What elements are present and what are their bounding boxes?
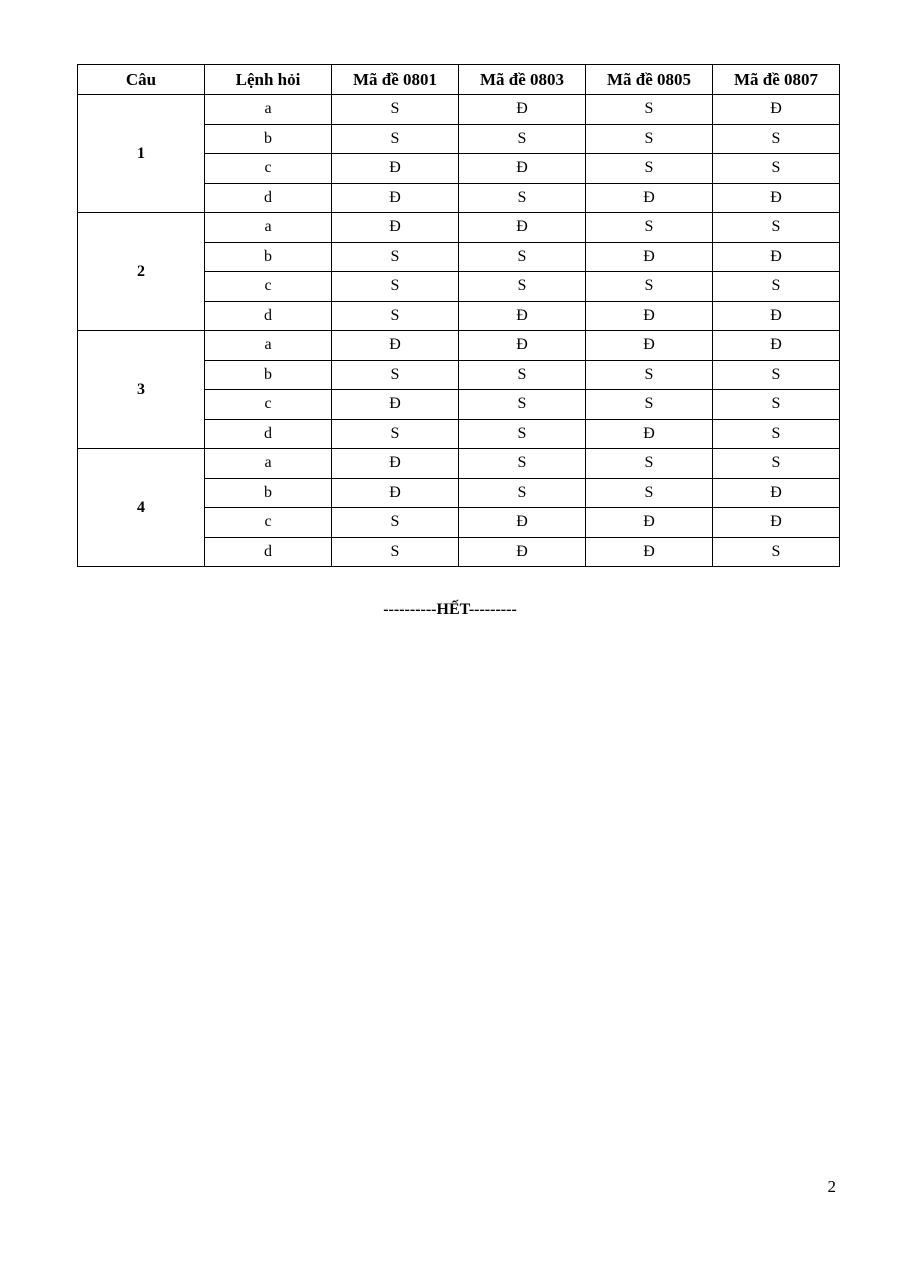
lenh-hoi-cell: c [205, 272, 332, 302]
answer-cell: Đ [459, 95, 586, 125]
lenh-hoi-cell: a [205, 449, 332, 479]
answer-cell: Đ [713, 183, 840, 213]
table-row [78, 95, 840, 125]
answer-cell: Đ [713, 242, 840, 272]
answer-cell: Đ [459, 331, 586, 361]
answer-cell: Đ [586, 419, 713, 449]
answer-cell: Đ [713, 95, 840, 125]
answer-cell: Đ [459, 537, 586, 567]
answer-cell: S [586, 154, 713, 184]
answer-cell: S [332, 301, 459, 331]
answer-cell: S [586, 360, 713, 390]
lenh-hoi-cell: a [205, 331, 332, 361]
header-lenh-hoi: Lệnh hỏi [205, 65, 332, 95]
answer-cell: S [586, 213, 713, 243]
cau-number-cell: 2 [78, 213, 205, 331]
answer-cell: S [713, 360, 840, 390]
answer-cell: S [713, 419, 840, 449]
answer-cell: S [713, 124, 840, 154]
header-ma-de-0807: Mã đề 0807 [713, 65, 840, 95]
answer-cell: Đ [459, 508, 586, 538]
cau-number-cell: 4 [78, 449, 205, 567]
end-marker: ----------HẾT--------- [383, 601, 517, 618]
lenh-hoi-cell: b [205, 360, 332, 390]
answer-cell: Đ [586, 537, 713, 567]
answer-cell: Đ [586, 183, 713, 213]
table-row [78, 331, 840, 361]
lenh-hoi-cell: d [205, 183, 332, 213]
answer-cell: Đ [713, 478, 840, 508]
answer-cell: Đ [713, 301, 840, 331]
answer-cell: Đ [586, 242, 713, 272]
answer-cell: S [459, 360, 586, 390]
header-ma-de-0805: Mã đề 0805 [586, 65, 713, 95]
answer-cell: S [713, 213, 840, 243]
lenh-hoi-cell: b [205, 478, 332, 508]
table-body [78, 95, 840, 567]
answer-cell: S [459, 419, 586, 449]
answer-cell: S [713, 390, 840, 420]
answer-cell: Đ [332, 331, 459, 361]
answer-cell: Đ [332, 154, 459, 184]
lenh-hoi-cell: c [205, 390, 332, 420]
lenh-hoi-cell: b [205, 124, 332, 154]
cau-number-cell: 3 [78, 331, 205, 449]
lenh-hoi-cell: d [205, 301, 332, 331]
answer-cell: S [586, 390, 713, 420]
answer-cell: S [332, 242, 459, 272]
answer-cell: S [332, 508, 459, 538]
lenh-hoi-cell: a [205, 95, 332, 125]
answer-cell: S [586, 272, 713, 302]
answer-cell: S [332, 419, 459, 449]
answer-cell: Đ [459, 301, 586, 331]
answer-cell: Đ [586, 508, 713, 538]
lenh-hoi-cell: d [205, 537, 332, 567]
header-ma-de-0801: Mã đề 0801 [332, 65, 459, 95]
lenh-hoi-cell: a [205, 213, 332, 243]
answer-cell: S [332, 272, 459, 302]
page-number: 2 [827, 1177, 836, 1196]
answer-cell: S [459, 124, 586, 154]
answer-cell: S [586, 124, 713, 154]
table-header-row [78, 65, 840, 95]
lenh-hoi-cell: c [205, 154, 332, 184]
answer-cell: Đ [459, 154, 586, 184]
answer-cell: Đ [586, 331, 713, 361]
answer-cell: S [713, 537, 840, 567]
answer-cell: S [459, 390, 586, 420]
lenh-hoi-cell: c [205, 508, 332, 538]
table-header [78, 65, 840, 95]
answer-cell: Đ [332, 478, 459, 508]
answer-cell: S [586, 478, 713, 508]
header-cau: Câu [78, 65, 205, 95]
answer-cell: S [586, 95, 713, 125]
answer-cell: S [459, 242, 586, 272]
answer-cell: S [332, 95, 459, 125]
answer-cell: S [332, 124, 459, 154]
answer-cell: Đ [586, 301, 713, 331]
lenh-hoi-cell: d [205, 419, 332, 449]
cau-number-cell: 1 [78, 95, 205, 213]
answer-cell: S [586, 449, 713, 479]
answer-cell: S [332, 360, 459, 390]
table-row [78, 213, 840, 243]
answer-cell: S [459, 272, 586, 302]
lenh-hoi-cell: b [205, 242, 332, 272]
answer-cell: S [459, 449, 586, 479]
answer-cell: S [713, 154, 840, 184]
answer-cell: Đ [713, 508, 840, 538]
answer-cell: Đ [332, 213, 459, 243]
answer-cell: Đ [332, 449, 459, 479]
answer-cell: Đ [332, 183, 459, 213]
answer-cell: Đ [459, 213, 586, 243]
answer-cell: S [332, 537, 459, 567]
answer-key-table [77, 64, 840, 567]
answer-cell: Đ [332, 390, 459, 420]
answer-cell: S [459, 478, 586, 508]
answer-cell: S [713, 272, 840, 302]
answer-cell: S [713, 449, 840, 479]
answer-cell: S [459, 183, 586, 213]
table-row [78, 449, 840, 479]
answer-cell: Đ [713, 331, 840, 361]
header-ma-de-0803: Mã đề 0803 [459, 65, 586, 95]
